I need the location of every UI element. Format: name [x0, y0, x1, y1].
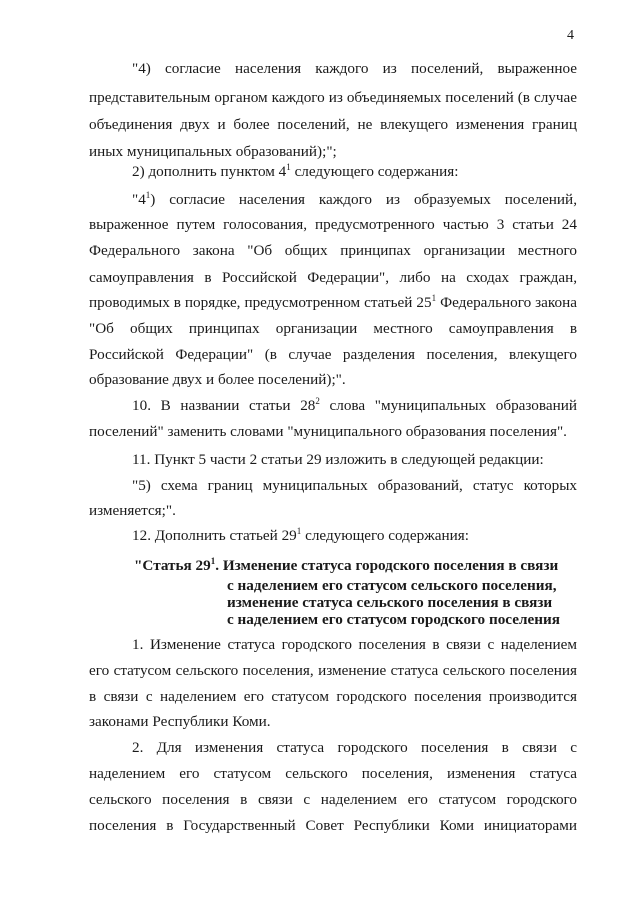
superscript: 1 — [145, 190, 151, 200]
text-line: 2. Для изменения статуса городского поселения в связи с — [132, 739, 577, 756]
text-line: Федерального закона "Об общих принципах организации местного — [89, 242, 577, 259]
text-line: представительным органом каждого из объединяемых поселений (в случае — [89, 89, 577, 106]
text-line: "Об общих принципах организации местного самоуправления в — [89, 320, 577, 337]
article-heading-line: с наделением его статусом городского поселения — [227, 611, 560, 628]
text-line: в связи с наделением его статусом городского поселения производится — [89, 688, 577, 705]
text-line — [132, 192, 577, 207]
superscript: 2 — [315, 396, 320, 406]
text-line: "5) схема границ муниципальных образований, статус которых — [132, 477, 577, 494]
text-run: "4 — [132, 191, 146, 208]
text-line: наделением его статусом сельского поселения, изменения статуса — [89, 765, 577, 782]
text-line: изменяется;". — [89, 502, 176, 519]
text-line — [132, 528, 469, 543]
text-line: его статусом сельского поселения, изменение статуса сельского поселения — [89, 662, 577, 679]
text-line: законами Республики Коми. — [89, 713, 271, 730]
page-number: 4 — [567, 28, 574, 43]
text-line — [132, 164, 458, 179]
text-line: образование двух и более поселений);". — [89, 371, 346, 388]
superscript: 1 — [431, 293, 437, 303]
text-line: 11. Пункт 5 части 2 статьи 29 изложить в следующей редакции: — [132, 451, 544, 468]
text-run: следующего содержания: — [301, 527, 469, 544]
text-run: 10. В названии статьи 28 — [132, 397, 316, 414]
text-run: 2) дополнить пунктом 4 — [132, 163, 287, 180]
superscript: 1 — [286, 162, 291, 172]
text-line: 1. Изменение статуса городского поселения в связи с наделением — [132, 636, 577, 653]
text-line: выраженное путем голосования, предусмотренного частью 3 статьи 24 — [89, 216, 577, 233]
text-line: самоуправления в Российской Федерации", либо на сходах граждан, — [89, 269, 577, 286]
text-line: "4) согласие населения каждого из поселений, выраженное — [132, 60, 577, 77]
text-line: иных муниципальных образований);"; — [89, 143, 337, 160]
text-run: 12. Дополнить статьей 29 — [132, 527, 297, 544]
article-heading-line: изменение статуса сельского поселения в связи — [227, 594, 553, 611]
article-heading-line: с наделением его статусом сельского поселения, — [227, 577, 557, 594]
text-line — [132, 398, 577, 413]
text-line — [89, 295, 577, 310]
text-run: следующего содержания: — [290, 163, 459, 180]
text-run: слова "муниципальных образований — [319, 397, 577, 414]
text-run: Федерального закона — [436, 294, 577, 311]
text-run: . Изменение статуса городского поселения в связи — [215, 557, 559, 574]
text-line: Российской Федерации" (в случае разделения поселения, влекущего — [89, 346, 577, 363]
text-line: объединения двух и более поселений, не влекущего изменения границ — [89, 116, 577, 133]
text-line: поселений" заменить словами "муниципального образования поселения". — [89, 423, 567, 440]
text-run: проводимых в порядке, предусмотренном статьей 25 — [89, 294, 432, 311]
text-line: сельского поселения в связи с наделением его статусом городского — [89, 791, 577, 808]
text-run: ) согласие населения каждого из образуемых поселений, — [150, 191, 577, 208]
superscript: 1 — [296, 526, 302, 536]
text-line: поселения в Государственный Совет Республики Коми инициаторами — [89, 817, 577, 834]
text-run: "Статья 29 — [134, 557, 211, 574]
superscript: 1 — [210, 556, 216, 566]
article-heading — [134, 558, 558, 573]
